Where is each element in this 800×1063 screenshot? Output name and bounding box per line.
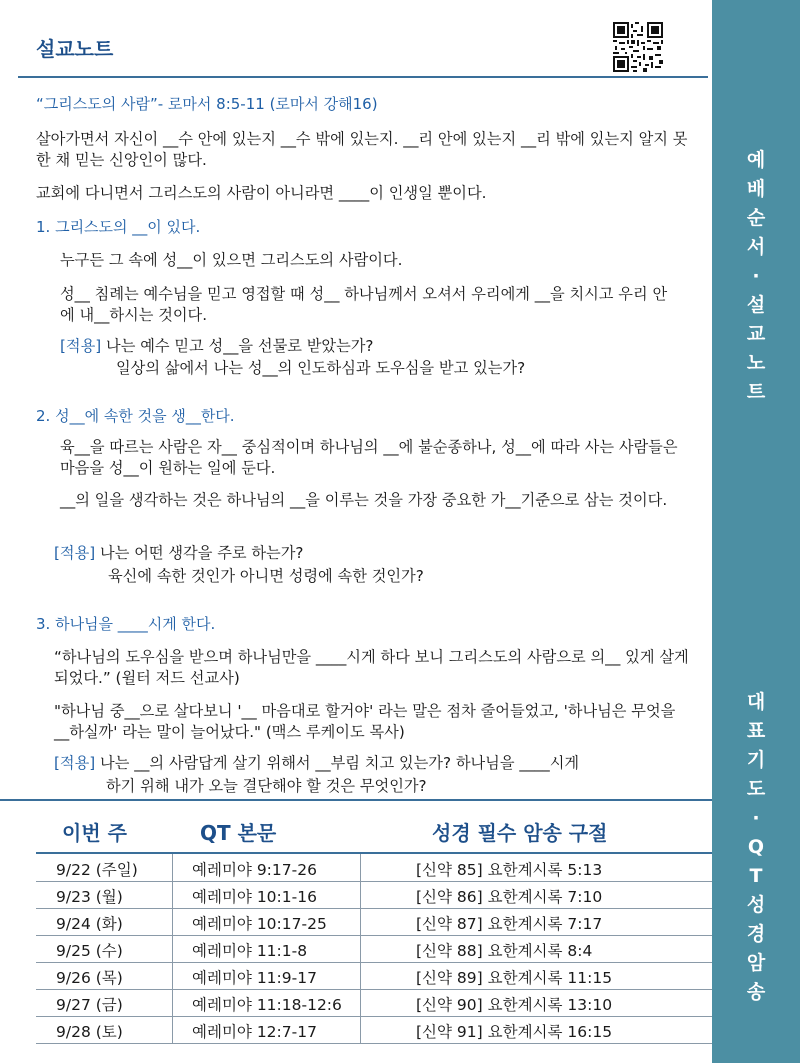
section-3-apply-line-1 xyxy=(54,753,579,774)
table-row xyxy=(36,935,712,963)
table-section-divider xyxy=(0,799,712,801)
table-cell-qt: 예레미야 11:18-12:6 xyxy=(192,996,342,1014)
table-cell-date: 9/26 (목) xyxy=(56,969,123,987)
section-1-apply-line-2: 일상의 삶에서 나는 성__의 인도하심과 도우심을 받고 있는가? xyxy=(116,359,526,377)
table-cell-verse: [신약 86] 요한계시록 7:10 xyxy=(416,888,603,906)
table-cell-date: 9/24 (화) xyxy=(56,915,123,933)
table-cell-verse: [신약 91] 요한계시록 16:15 xyxy=(416,1023,613,1041)
section-2-apply-line-2: 육신에 속한 것인가 아니면 성령에 속한 것인가? xyxy=(108,567,424,585)
table-header-week: 이번 주 xyxy=(62,821,127,845)
section-2-apply-line-1 xyxy=(54,543,303,564)
title-divider xyxy=(18,76,708,78)
apply-question: 나는 __의 사람답게 살기 위해서 __부림 치고 있는가? 하나님을 ____시게 xyxy=(100,754,580,772)
table-cell-date: 9/28 (토) xyxy=(56,1023,123,1041)
table-row xyxy=(36,1016,712,1044)
section-1-heading: 1. 그리스도의 __이 있다. xyxy=(36,218,201,236)
table-cell-verse: [신약 89] 요한계시록 11:15 xyxy=(416,969,613,987)
section-3-apply-line-2: 하기 위해 내가 오늘 결단해야 할 것은 무엇인가? xyxy=(106,777,427,795)
section-2-paragraph-1: 육__을 따르는 사람은 자__ 중심적이며 하나님의 __에 불순종하나, 성__에 따라 사는 사람들은 마음을 성__이 원하는 일에 둔다. xyxy=(60,438,678,477)
table-header-qt: QT 본문 xyxy=(200,821,277,845)
table-row xyxy=(36,989,712,1017)
apply-question: 나는 예수 믿고 성__을 선물로 받았는가? xyxy=(106,337,374,355)
section-3-paragraph-1: “하나님의 도우심을 받으며 하나님만을 ____시게 하다 보니 그리스도의 사람으로 의__ 있게 살게 되었다.” (윌터 저드 선교사) xyxy=(54,648,689,687)
table-cell-verse: [신약 85] 요한계시록 5:13 xyxy=(416,861,603,879)
table-cell-verse: [신약 90] 요한계시록 13:10 xyxy=(416,996,613,1014)
table-cell-qt: 예레미야 10:1-16 xyxy=(192,888,317,906)
table-cell-qt: 예레미야 10:17-25 xyxy=(192,915,327,933)
apply-tag: [적용] xyxy=(54,754,96,772)
table-cell-qt: 예레미야 11:9-17 xyxy=(192,969,317,987)
table-cell-date: 9/27 (금) xyxy=(56,996,123,1014)
table-cell-date: 9/23 (월) xyxy=(56,888,123,906)
table-column-divider xyxy=(172,854,173,1043)
sidebar-label-top: 예 배 순 서 · 설 교 노 트 xyxy=(746,149,766,403)
table-cell-date: 9/25 (수) xyxy=(56,942,123,960)
section-2-heading: 2. 성__에 속한 것을 생__한다. xyxy=(36,407,235,425)
table-column-divider xyxy=(360,854,361,1043)
section-1-apply-line-1 xyxy=(60,336,374,357)
table-row xyxy=(36,962,712,990)
page-title: 설교노트 xyxy=(36,37,114,61)
table-cell-qt: 예레미야 12:7-17 xyxy=(192,1023,317,1041)
table-cell-qt: 예레미야 11:1-8 xyxy=(192,942,308,960)
section-1-paragraph-2: 성__ 침례는 예수님을 믿고 영접할 때 성__ 하나님께서 오셔서 우리에게 __을 치시고 우리 안에 내__하시는 것이다. xyxy=(60,285,668,324)
section-1-paragraph-1: 누구든 그 속에 성__이 있으면 그리스도의 사람이다. xyxy=(60,251,403,269)
intro-paragraph-1: 살아가면서 자신이 __수 안에 있는지 __수 밖에 있는지. __리 안에 있는지 __리 밖에 있는지 알지 못한 채 믿는 신앙인이 많다. xyxy=(36,130,688,169)
table-row xyxy=(36,908,712,936)
table-cell-verse: [신약 87] 요한계시록 7:17 xyxy=(416,915,603,933)
apply-tag: [적용] xyxy=(60,337,102,355)
qr-code-icon xyxy=(613,22,663,72)
table-row xyxy=(36,854,712,882)
intro-paragraph-2: 교회에 다니면서 그리스도의 사람이 아니라면 ____이 인생일 뿐이다. xyxy=(36,184,487,202)
section-3-paragraph-2: "하나님 중__으로 살다보니 '__ 마음대로 할거야' 라는 말은 점차 줄어들었고, '하나님은 무엇을 __하실까' 라는 말이 늘어났다." (맥스 루케이도 목사) xyxy=(54,702,676,741)
table-cell-qt: 예레미야 9:17-26 xyxy=(192,861,317,879)
apply-question: 나는 어떤 생각을 주로 하는가? xyxy=(100,544,304,562)
table-header-verse: 성경 필수 암송 구절 xyxy=(432,821,608,845)
section-3-heading: 3. 하나님을 ____시게 한다. xyxy=(36,615,216,633)
section-2-paragraph-2: __의 일을 생각하는 것은 하나님의 __을 이루는 것을 가장 중요한 가__기준으로 삼는 것이다. xyxy=(60,491,668,509)
apply-tag: [적용] xyxy=(54,544,96,562)
table-cell-verse: [신약 88] 요한계시록 8:4 xyxy=(416,942,593,960)
sidebar xyxy=(712,0,800,1063)
table-cell-date: 9/22 (주일) xyxy=(56,861,138,879)
table-row xyxy=(36,881,712,909)
sermon-title: “그리스도의 사람”- 로마서 8:5-11 (로마서 강해16) xyxy=(36,95,378,113)
sidebar-label-bottom: 대 표 기 도 · Q T 성 경 암 송 xyxy=(746,691,766,1003)
